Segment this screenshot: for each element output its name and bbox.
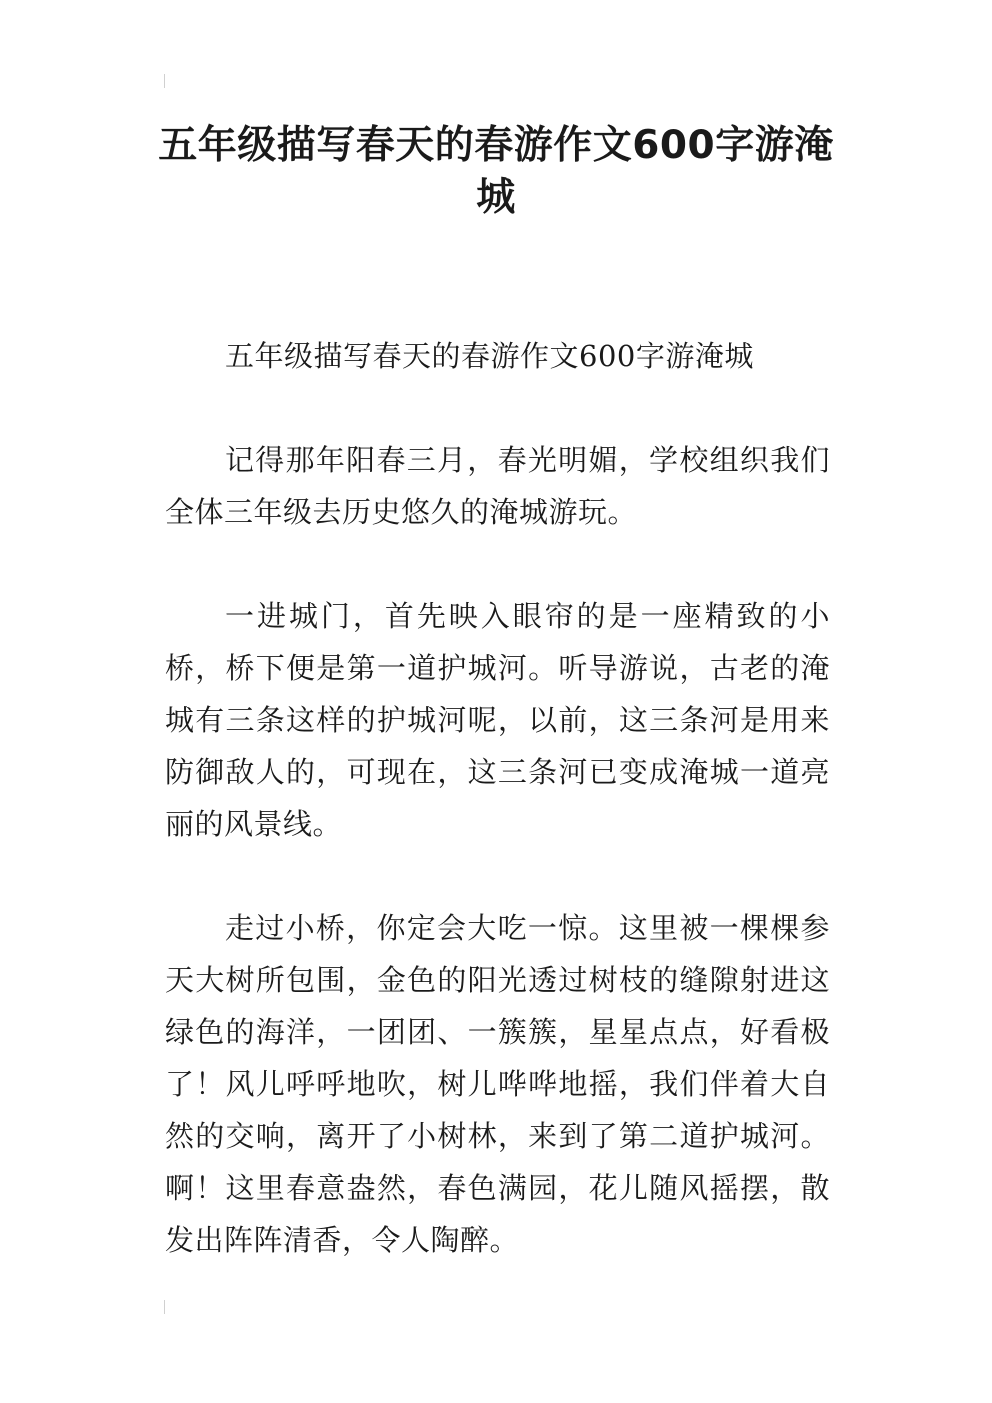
paragraph-2: 一进城门，首先映入眼帘的是一座精致的小桥，桥下便是第一道护城河。听导游说，古老的淹城有三条这样的护城河呢，以前，这三条河是用来防御敌人的，可现在，这三条河已变成淹城一道亮丽的风景线。 [165,599,830,841]
document-title: 五年级描写春天的春游作文600字游淹城 [158,123,834,220]
page-corner-mark-top [164,74,165,88]
document-body [165,330,830,1318]
page-corner-mark-bottom [164,1300,165,1314]
document-subtitle: 五年级描写春天的春游作文600字游淹城 [225,339,754,373]
paragraph-3: 走过小桥，你定会大吃一惊。这里被一棵棵参天大树所包围，金色的阳光透过树枝的缝隙射进这绿色的海洋，一团团、一簇簇，星星点点，好看极了！风儿呼呼地吹，树儿哗哗地摇，我们伴着大自然的交响，离开了小树林，来到了第二道护城河。啊！这里春意盎然，春色满园，花儿随风摇摆，散发出阵阵清香，令人陶醉。 [165,911,830,1257]
paragraph-1: 记得那年阳春三月，春光明媚，学校组织我们全体三年级去历史悠久的淹城游玩。 [165,443,830,529]
